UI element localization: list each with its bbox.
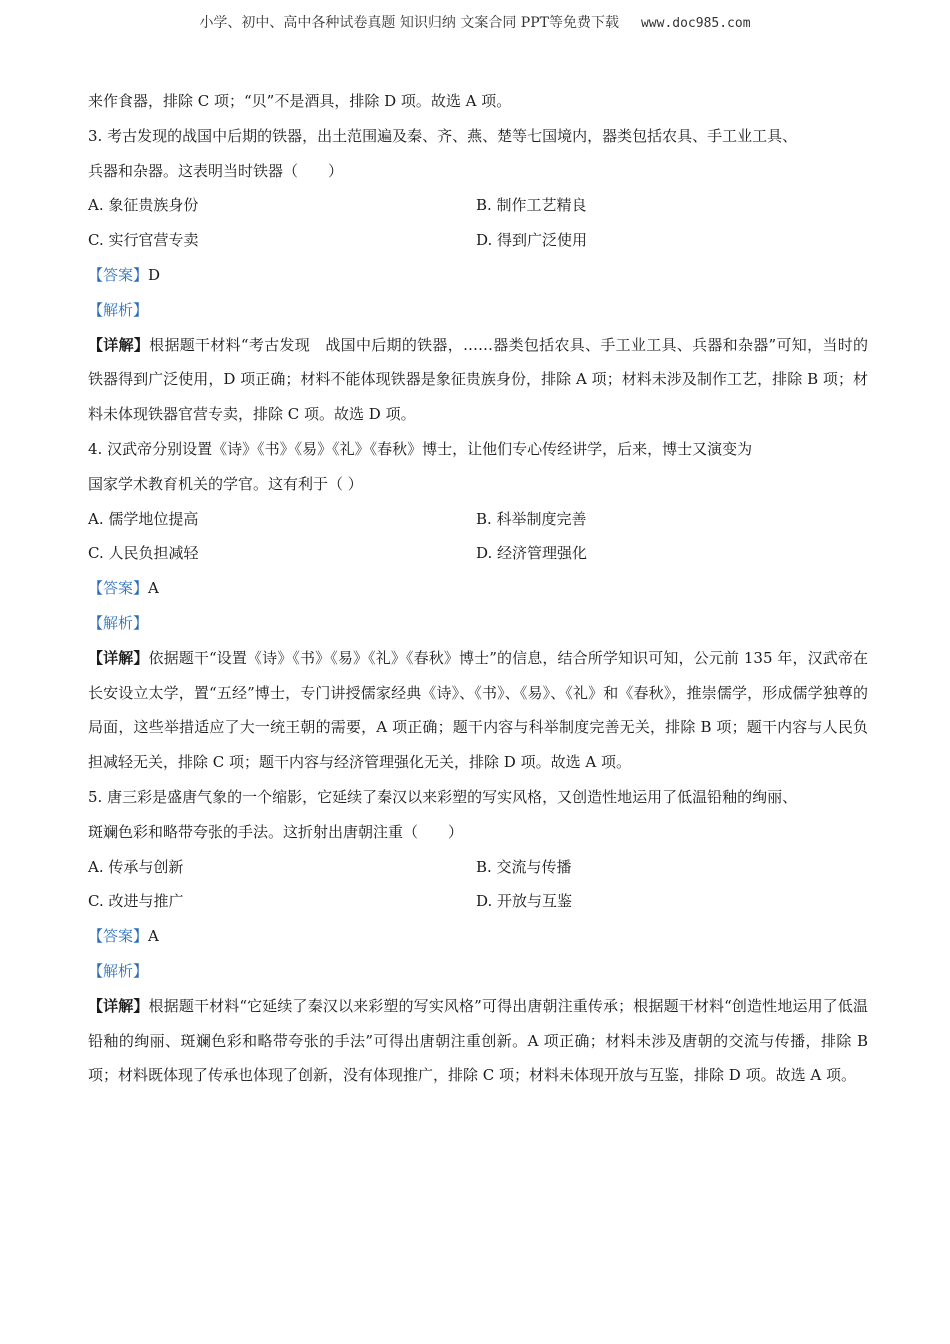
question-3 <box>88 119 868 432</box>
question-5 <box>88 780 868 1093</box>
question-5-option-b: B. 交流与传播 <box>476 857 572 876</box>
question-3-options-row2 <box>88 223 868 258</box>
question-4-stem-line1: 4. 汉武帝分别设置《诗》《书》《易》《礼》《春秋》博士，让他们专心传经讲学，后来，博士又演变为 <box>88 439 753 458</box>
question-4-option-c: C. 人民负担减轻 <box>88 544 199 563</box>
detail-text: 根据题干材料“考古发现 战国中后期的铁器，……器类包括农具、手工业工具、兵器和杂器”可知，当时的铁器得到广泛使用，D 项正确；材料不能体现铁器是象征贵族身份，排除 A 项；材料未涉及制作工艺，排除 B 项；材料未体现铁器官营专卖，排除 C 项。故选 D 项。 <box>88 335 868 424</box>
question-4-answer <box>88 571 868 606</box>
question-5-option-a: A. 传承与创新 <box>88 857 184 876</box>
detail-text: 依据题干“设置《诗》《书》《易》《礼》《春秋》博士”的信息，结合所学知识可知，公元前 135 年，汉武帝在长安设立太学，置“五经”博士，专门讲授儒家经典《诗》、《书》、《易》、《礼》和《春秋》，推崇儒学，形成儒学独尊的局面，这些举措适应了大一统王朝的需要，A 项正确；题干内容与科举制度完善无关，排除 B 项；题干内容与人民负担减轻无关，排除 C 项；题干内容与经济管理强化无关，排除 D 项。故选 A 项。 <box>88 648 868 772</box>
question-5-options-row1 <box>88 850 868 885</box>
question-5-detail <box>88 989 868 1093</box>
question-3-option-c: C. 实行官营专卖 <box>88 231 199 250</box>
question-5-option-c: C. 改进与推广 <box>88 892 184 911</box>
header-text: 小学、初中、高中各种试卷真题 知识归纳 文案合同 PPT等免费下载 <box>199 15 619 31</box>
detail-label: 【详解】 <box>88 335 150 354</box>
question-4-options-row2 <box>88 536 868 571</box>
question-5-answer <box>88 919 868 954</box>
question-4-option-d: D. 经济管理强化 <box>476 544 588 563</box>
answer-label: 【答案】 <box>88 927 149 946</box>
question-4-detail <box>88 641 868 780</box>
question-4 <box>88 432 868 780</box>
detail-label: 【详解】 <box>88 648 149 667</box>
detail-label: 【详解】 <box>88 996 149 1015</box>
question-4-analysis <box>88 606 868 641</box>
answer-value: A <box>148 927 159 946</box>
question-5-options-row2 <box>88 884 868 919</box>
question-3-analysis <box>88 293 868 328</box>
question-4-option-a: A. 儒学地位提高 <box>88 509 199 528</box>
question-3-option-a: A. 象征贵族身份 <box>88 196 199 215</box>
question-3-options-row1 <box>88 188 868 223</box>
question-3-stem-line2: 兵器和杂器。这表明当时铁器（ ） <box>88 161 344 180</box>
analysis-label: 【解析】 <box>88 300 149 319</box>
answer-value: D <box>148 265 161 284</box>
question-3-answer <box>88 258 868 293</box>
question-3-option-b: B. 制作工艺精良 <box>476 196 587 215</box>
question-4-option-b: B. 科举制度完善 <box>476 509 587 528</box>
question-3-stem-line1: 3. 考古发现的战国中后期的铁器，出土范围遍及秦、齐、燕、楚等七国境内，器类包括农具、手工业工具、 <box>88 126 798 145</box>
answer-label: 【答案】 <box>88 265 149 284</box>
question-5-analysis <box>88 954 868 989</box>
question-5-stem-line2: 斑斓色彩和略带夸张的手法。这折射出唐朝注重（ ） <box>88 822 464 841</box>
question-3-option-d: D. 得到广泛使用 <box>476 231 588 250</box>
question-5-stem-line1: 5. 唐三彩是盛唐气象的一个缩影，它延续了秦汉以来彩塑的写实风格，又创造性地运用了低温铅釉的绚丽、 <box>88 787 798 806</box>
question-4-stem-line2: 国家学术教育机关的学官。这有利于（ ） <box>88 474 363 493</box>
detail-text: 根据题干材料“它延续了秦汉以来彩塑的写实风格”可得出唐朝注重传承；根据题干材料“创造性地运用了低温铅釉的绚丽、斑斓色彩和略带夸张的手法”可得出唐朝注重创新。A 项正确；材料未涉及唐朝的交流与传播，排除 B 项；材料既体现了传承也体现了创新，没有体现推广，排除 C 项；材料未体现开放与互鉴，排除 D 项。故选 A 项。 <box>88 996 868 1085</box>
header-site: www.doc985.com <box>640 16 751 31</box>
analysis-label: 【解析】 <box>88 961 149 980</box>
question-4-options-row1 <box>88 502 868 537</box>
page-header <box>0 12 950 32</box>
answer-value: A <box>148 579 159 598</box>
document-body <box>88 84 868 1093</box>
analysis-label: 【解析】 <box>88 613 149 632</box>
intro-line: 来作食器，排除 C 项；“贝”不是酒具，排除 D 项。故选 A 项。 <box>88 92 512 110</box>
question-3-detail <box>88 328 868 432</box>
answer-label: 【答案】 <box>88 579 149 598</box>
question-5-option-d: D. 开放与互鉴 <box>476 892 573 911</box>
